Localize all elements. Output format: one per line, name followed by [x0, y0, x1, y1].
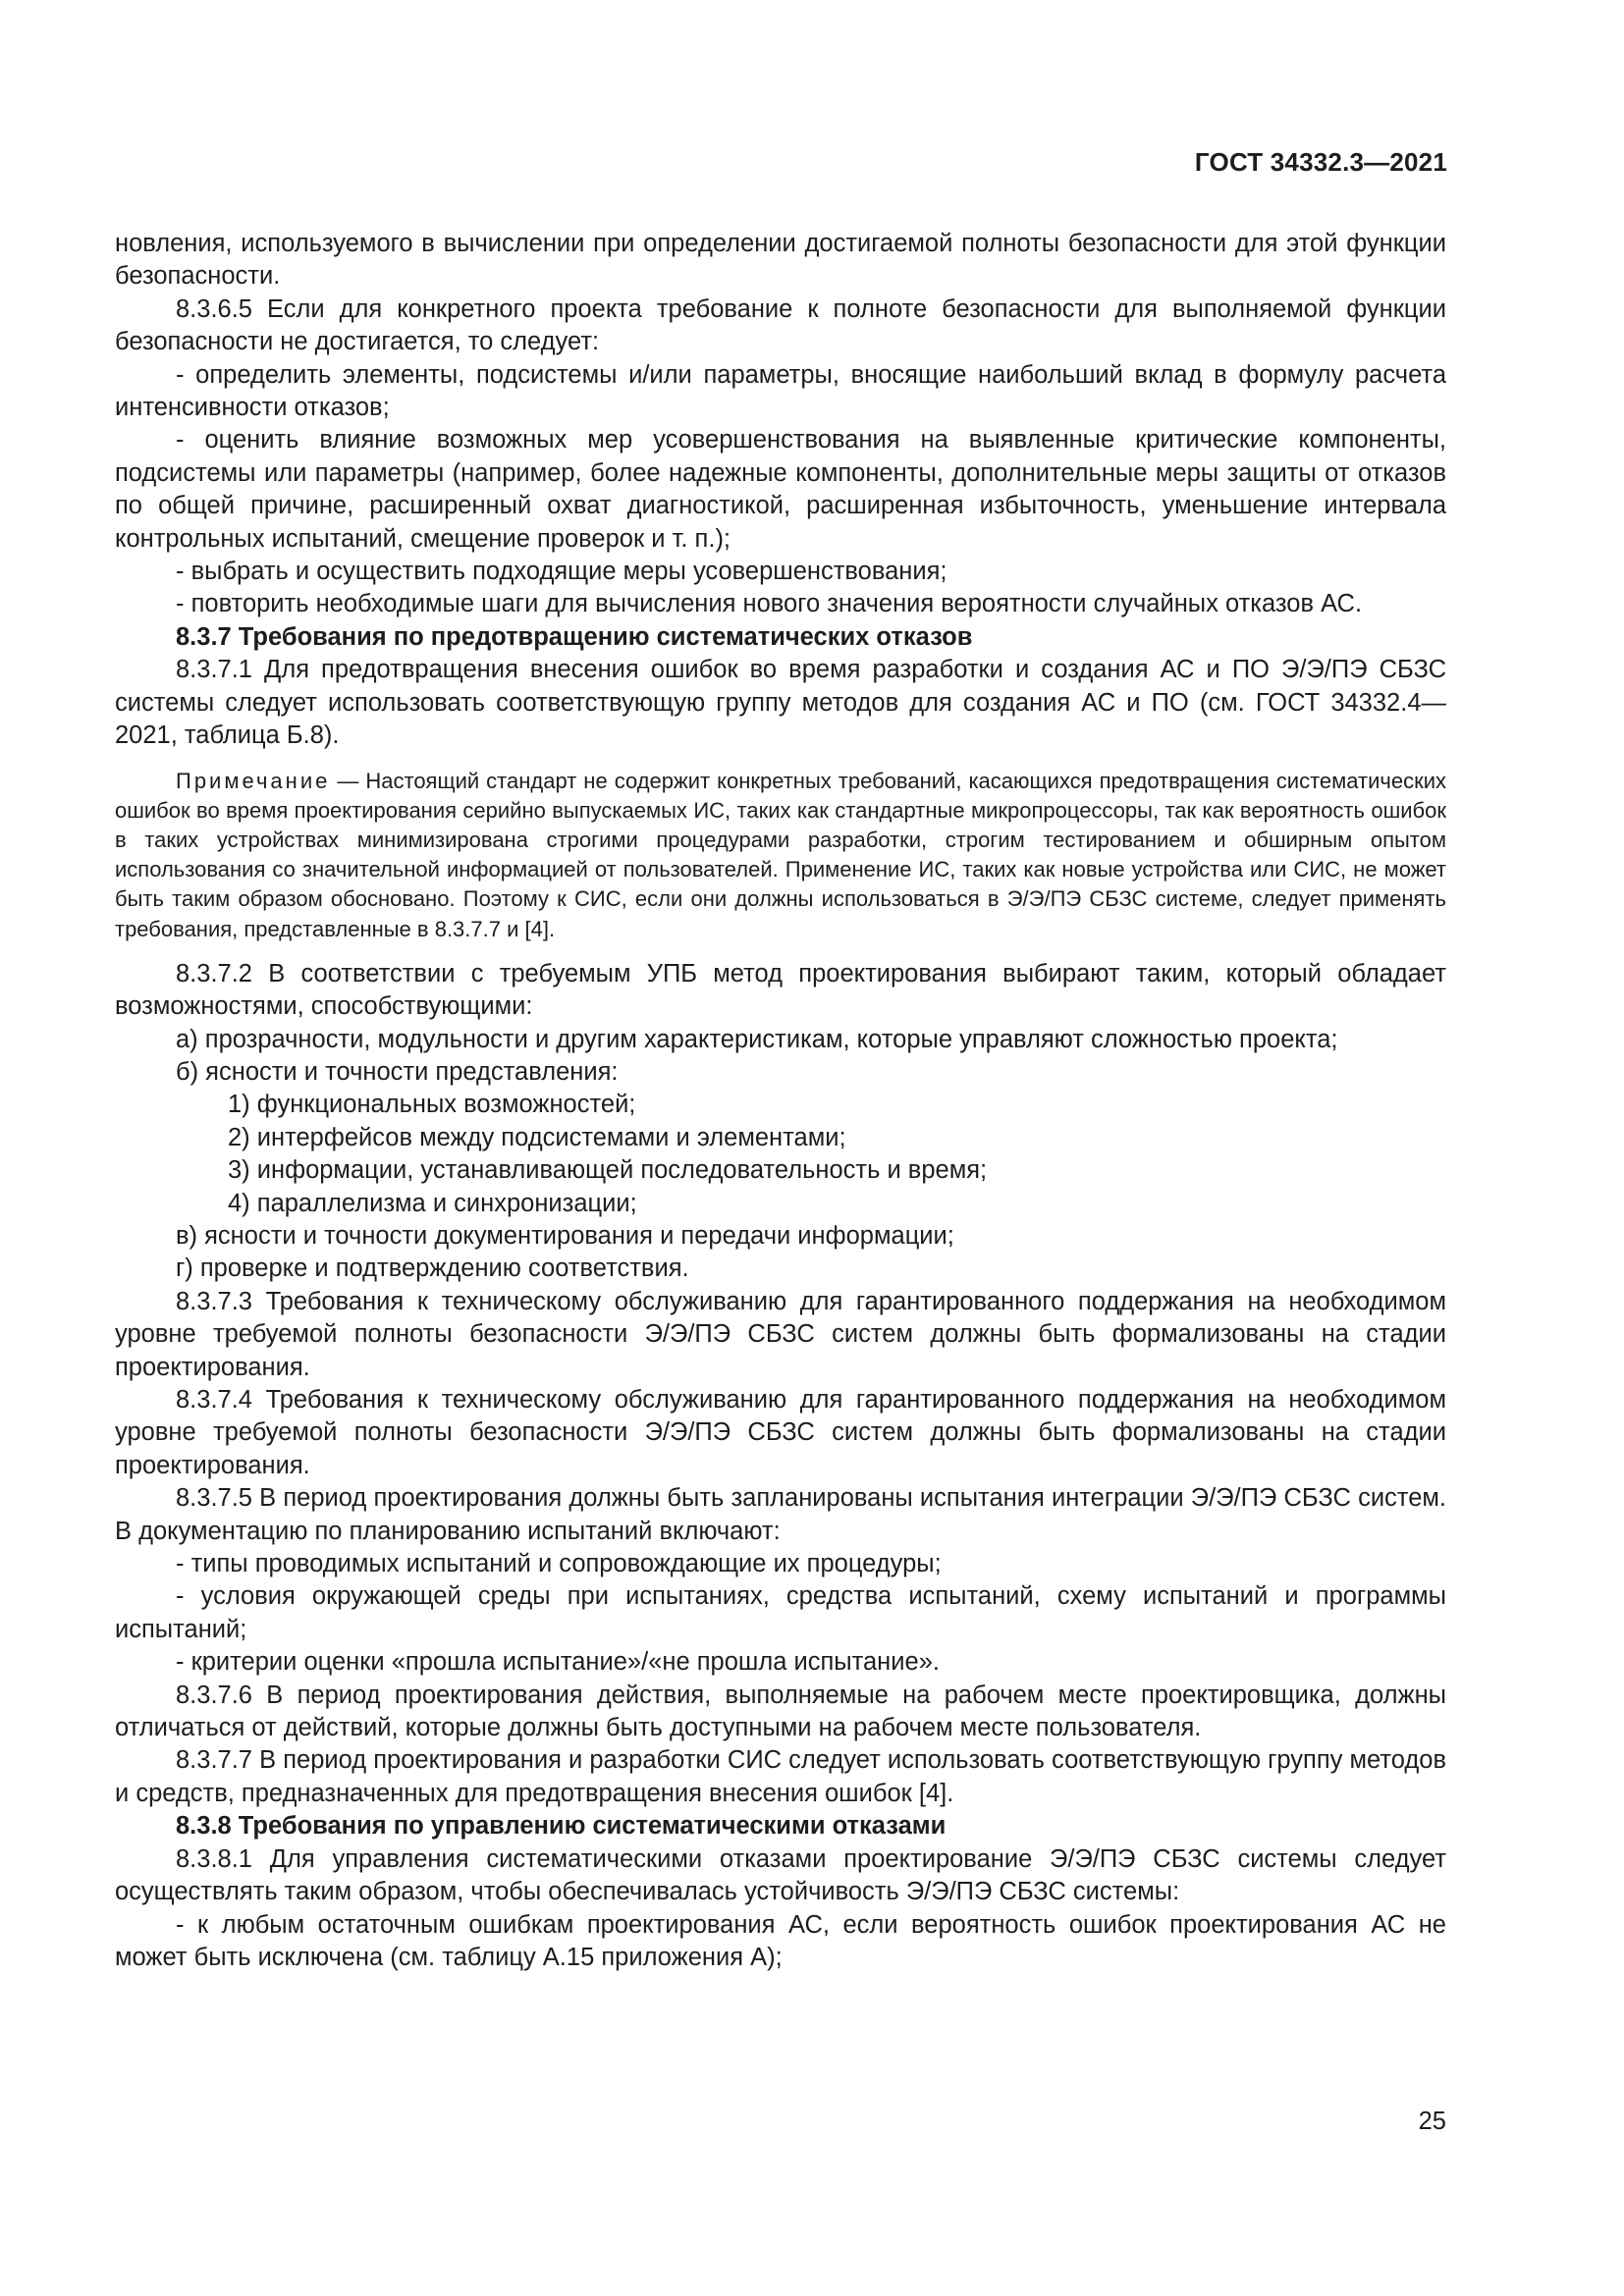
document-body: [115, 228, 1446, 1974]
list-item: - определить элементы, подсистемы и/или параметры, вносящие наибольший вклад в формулу расчета интенсивности отказов;: [115, 360, 1446, 422]
list-item: - выбрать и осуществить подходящие меры усовершенствования;: [176, 558, 947, 586]
note-label: Примечание: [176, 768, 331, 793]
paragraph: 8.3.7.5 В период проектирования должны быть запланированы испытания интеграции Э/Э/ПЭ СБЗС систем. В документацию по планированию испытаний включают:: [115, 1484, 1446, 1545]
list-item: 3) информации, устанавливающей последовательность и время;: [228, 1156, 988, 1185]
section-heading: 8.3.8 Требования по управлению систематическими отказами: [176, 1812, 947, 1841]
list-item: б) ясности и точности представления:: [176, 1057, 619, 1086]
list-item: - к любым остаточным ошибкам проектирования АС, если вероятность ошибок проектирования АС не может быть исключена (см. таблицу А.15 приложения А);: [115, 1910, 1446, 1971]
note-text: — Настоящий стандарт не содержит конкретных требований, касающихся предотвращения систематических ошибок во время проектирования серийно выпускаемых ИС, таких как стандартные микропроцессоры, так как вероятность ошибок в таких устройствах минимизирована строгими процедурами разработки, строгим тестированием и обширным опытом использования со значительной информацией от пользователей. Применение ИС, таких как новые устройства или СИС, не может быть таким образом обосновано. Поэтому к СИС, если они должны использоваться в Э/Э/ПЭ СБЗС системе, следует применять требования, представленные в 8.3.7.7 и [4].: [115, 768, 1446, 941]
paragraph: 8.3.7.7 В период проектирования и разработки СИС следует использовать соответствующую группу методов и средств, предназначенных для предотвращения внесения ошибок [4].: [115, 1746, 1446, 1807]
paragraph: 8.3.7.1 Для предотвращения внесения ошибок во время разработки и создания АС и ПО Э/Э/ПЭ СБЗС системы следует использовать соответствующую группу методов для создания АС и ПО (см. ГОСТ 34332.4—2021, таблица Б.8).: [115, 656, 1446, 750]
list-item: 2) интерфейсов между подсистемами и элементами;: [228, 1123, 846, 1151]
list-item: 1) функциональных возможностей;: [228, 1091, 636, 1119]
section-heading: 8.3.7 Требования по предотвращению систематических отказов: [176, 622, 973, 651]
paragraph: 8.3.7.3 Требования к техническому обслуживанию для гарантированного поддержания на необходимом уровне требуемой полноты безопасности Э/Э/ПЭ СБЗС систем должны быть формализованы на стадии проектирования.: [115, 1287, 1446, 1381]
list-item: - повторить необходимые шаги для вычисления нового значения вероятности случайных отказов АС.: [176, 590, 1363, 618]
list-item: - критерии оценки «прошла испытание»/«не прошла испытание».: [176, 1648, 940, 1677]
paragraph: 8.3.7.2 В соответствии с требуемым УПБ метод проектирования выбирают таким, который обладает возможностями, способствующими:: [115, 959, 1446, 1021]
list-item: - оценить влияние возможных мер усовершенствования на выявленные критические компоненты, подсистемы или параметры (например, более надежные компоненты, дополнительные меры защиты от отказов по общей причине, расширенный охват диагностикой, расширенная избыточность, уменьшение интервала контрольных испытаний, смещение проверок и т. п.);: [115, 426, 1446, 553]
standard-header: ГОСТ 34332.3—2021: [1194, 147, 1447, 177]
paragraph: 8.3.7.4 Требования к техническому обслуживанию для гарантированного поддержания на необходимом уровне требуемой полноты безопасности Э/Э/ПЭ СБЗС систем должны быть формализованы на стадии проектирования.: [115, 1386, 1446, 1479]
list-item: 4) параллелизма и синхронизации;: [228, 1189, 637, 1217]
paragraph: 8.3.6.5 Если для конкретного проекта требование к полноте безопасности для выполняемой функции безопасности не достигается, то следует:: [115, 294, 1446, 356]
paragraph: 8.3.8.1 Для управления систематическими отказами проектирование Э/Э/ПЭ СБЗС системы следует осуществлять таким образом, чтобы обеспечивалась устойчивость Э/Э/ПЭ СБЗС системы:: [115, 1844, 1446, 1906]
paragraph: новления, используемого в вычислении при определении достигаемой полноты безопасности для этой функции безопасности.: [115, 230, 1446, 291]
list-item: - типы проводимых испытаний и сопровождающие их процедуры;: [176, 1550, 942, 1578]
list-item: г) проверке и подтверждению соответствия.: [176, 1255, 689, 1283]
paragraph: 8.3.7.6 В период проектирования действия, выполняемые на рабочем месте проектировщика, должны отличаться от действий, которые должны быть доступными на рабочем месте пользователя.: [115, 1681, 1446, 1742]
list-item: - условия окружающей среды при испытаниях, средства испытаний, схему испытаний и программы испытаний;: [115, 1582, 1446, 1643]
note: [115, 767, 1446, 944]
page-number: 25: [1418, 2108, 1446, 2135]
list-item: в) ясности и точности документирования и передачи информации;: [176, 1221, 954, 1250]
list-item: а) прозрачности, модульности и другим характеристикам, которые управляют сложностью проекта;: [176, 1025, 1338, 1053]
